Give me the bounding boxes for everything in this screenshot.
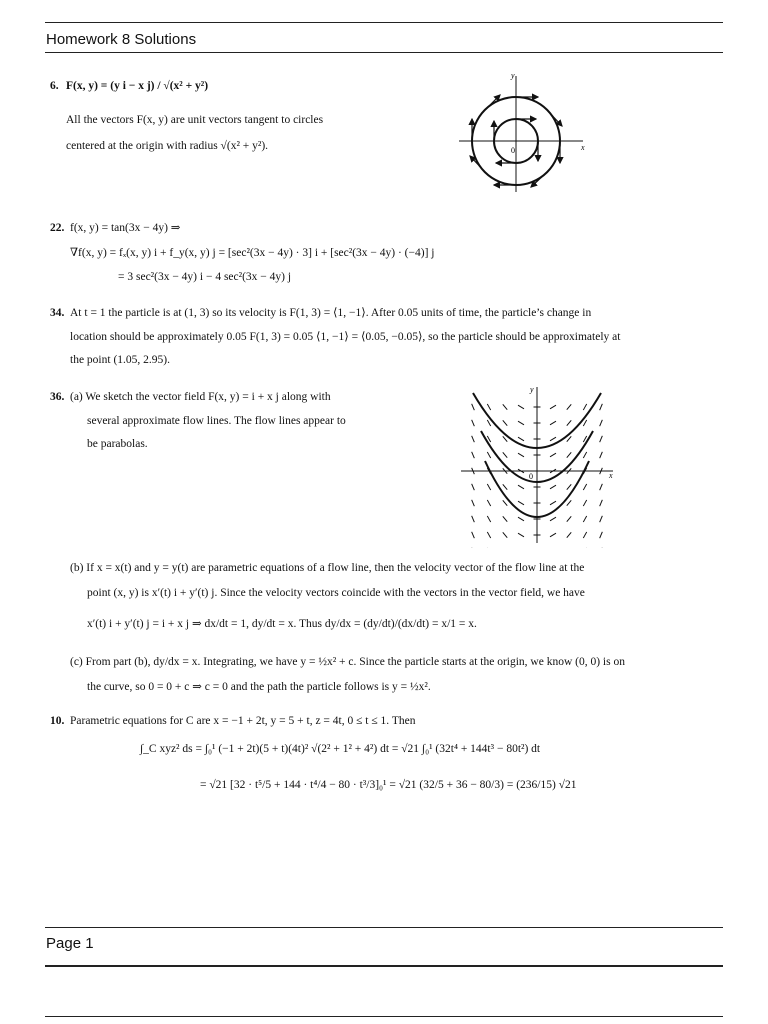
header-top-rule	[45, 22, 723, 23]
field-arrow	[600, 516, 603, 522]
field-arrow	[550, 405, 556, 409]
field-arrow	[550, 485, 556, 489]
field-arrow	[503, 484, 507, 489]
field-arrow	[583, 420, 586, 426]
field-arrow	[472, 404, 475, 410]
problem-34-number: 34.	[50, 307, 65, 319]
field-arrow	[503, 404, 507, 409]
field-arrow	[472, 532, 475, 538]
problem-36-y-label: y	[530, 385, 534, 394]
problem-6-text-1: All the vectors F(x, y) are unit vectors tangent to circles	[66, 114, 324, 126]
field-arrow	[567, 404, 571, 409]
problem-10-line-2: ∫_C xyz² ds = ∫₀¹ (−1 + 2t)(5 + t)(4t)² √(2² + 1² + 4²) dt = √21 ∫₀¹ (32t⁴ + 144t³ − 80t²) dt	[140, 743, 541, 755]
footer-top-rule	[45, 927, 723, 928]
field-arrow	[472, 484, 475, 490]
problem-6-vector-field-figure	[455, 68, 595, 193]
problem-6-number: 6.	[50, 80, 59, 92]
field-arrow	[583, 500, 586, 506]
problem-36-flow-lines-figure	[455, 383, 620, 548]
problem-36-b-line-2: point (x, y) is x′(t) i + y′(t) j. Since the velocity vectors coincide with the vectors in the vector field, we have	[87, 587, 585, 599]
field-arrow	[583, 532, 586, 538]
field-arrow	[550, 421, 556, 425]
problem-6-text-2: centered at the origin with radius √(x² + y²).	[66, 140, 269, 152]
field-arrow	[600, 452, 603, 458]
problem-36-a-line-3: be parabolas.	[87, 438, 148, 450]
field-arrow	[503, 436, 507, 441]
problem-36-c-line-1: (c) From part (b), dy/dx = x. Integrating, we have y = ½x² + c. Since the particle starts at the origin, we know (0, 0) is on	[70, 656, 625, 668]
problem-34-line-3: the point (1.05, 2.95).	[70, 354, 170, 366]
field-arrow	[550, 517, 556, 521]
problem-22-number: 22.	[50, 222, 65, 234]
problem-6-origin-label: 0	[511, 146, 515, 155]
field-arrow	[472, 420, 475, 426]
field-arrow	[518, 453, 524, 457]
field-arrow	[600, 420, 603, 426]
field-arrow	[550, 501, 556, 505]
field-arrow	[487, 516, 490, 522]
problem-34-line-2: location should be approximately 0.05 F(1, 3) = 0.05 ⟨1, −1⟩ = ⟨0.05, −0.05⟩, so the particle should be approximately at	[70, 331, 621, 343]
problem-10-line-3: = √21 [32 · t⁵/5 + 144 · t⁴/4 − 80 · t³/3]₀¹ = √21 (32/5 + 36 − 80/3) = (236/15) √21	[200, 779, 577, 791]
header-bottom-rule	[45, 52, 723, 53]
problem-10-number: 10.	[50, 715, 65, 727]
field-arrow	[518, 421, 524, 425]
problem-36-number: 36.	[50, 391, 65, 403]
field-arrow	[472, 500, 475, 506]
page-header-title: Homework 8 Solutions	[46, 31, 197, 48]
field-arrow	[472, 516, 475, 522]
problem-36-c-line-2: the curve, so 0 = 0 + c ⇒ c = 0 and the path the particle follows is y = ½x².	[87, 681, 431, 693]
field-arrow	[567, 420, 571, 425]
problem-22-line-1: f(x, y) = tan(3x − 4y) ⇒	[70, 222, 181, 234]
field-arrow	[503, 452, 507, 457]
field-arrow	[487, 500, 490, 506]
field-arrow	[583, 404, 586, 410]
field-arrow	[567, 452, 571, 457]
problem-36-a-line-2: several approximate flow lines. The flow lines appear to	[87, 415, 346, 427]
problem-6-x-label: x	[581, 143, 585, 152]
page-number: Page 1	[46, 935, 94, 952]
field-arrow	[600, 484, 603, 490]
field-arrow	[518, 517, 524, 521]
field-arrow	[600, 404, 603, 410]
field-arrow	[487, 404, 490, 410]
field-arrow	[518, 485, 524, 489]
field-arrow	[567, 532, 571, 537]
field-arrow	[600, 532, 603, 538]
footer-middle-rule	[45, 965, 723, 967]
problem-36-b-line-1: (b) If x = x(t) and y = y(t) are parametric equations of a flow line, then the velocity vector of the flow line at the	[70, 562, 585, 574]
field-arrow	[472, 452, 475, 458]
field-arrow	[518, 533, 524, 537]
field-arrow	[503, 500, 507, 505]
field-arrow	[567, 436, 571, 441]
field-arrow	[472, 436, 475, 442]
field-arrow	[487, 532, 490, 538]
field-arrow	[503, 420, 507, 425]
field-arrow	[550, 453, 556, 457]
field-arrow	[487, 484, 490, 490]
problem-6-y-label: y	[511, 71, 515, 80]
field-arrow	[567, 500, 571, 505]
field-arrow	[567, 516, 571, 521]
problem-36-x-label: x	[609, 471, 613, 480]
field-arrow	[550, 533, 556, 537]
footer-bottom-rule	[45, 1016, 723, 1017]
field-arrow	[567, 484, 571, 489]
problem-22-line-2: ∇f(x, y) = fₓ(x, y) i + f_y(x, y) j = [sec²(3x − 4y) · 3] i + [sec²(3x − 4y) · (−4)] j	[70, 247, 435, 259]
field-arrow	[583, 484, 586, 490]
field-arrow	[503, 516, 507, 521]
field-arrow	[503, 532, 507, 537]
problem-6-formula: F(x, y) = (y i − x j) / √(x² + y²)	[66, 80, 209, 92]
problem-22-line-3: = 3 sec²(3x − 4y) i − 4 sec²(3x − 4y) j	[118, 271, 292, 283]
problem-36-b-line-3: x′(t) i + y′(t) j = i + x j ⇒ dx/dt = 1, dy/dt = x. Thus dy/dx = (dy/dt)/(dx/dt) = x/1 = x.	[87, 618, 477, 630]
field-arrow	[583, 516, 586, 522]
field-arrow	[487, 420, 490, 426]
field-arrow	[600, 500, 603, 506]
problem-36-a-line-1: (a) We sketch the vector field F(x, y) = i + x j along with	[70, 391, 331, 403]
field-arrow	[518, 501, 524, 505]
field-arrow	[550, 437, 556, 441]
problem-36-origin-label: 0	[529, 472, 533, 481]
field-arrow	[487, 452, 490, 458]
field-arrow	[518, 405, 524, 409]
problem-34-line-1: At t = 1 the particle is at (1, 3) so its velocity is F(1, 3) = ⟨1, −1⟩. After 0.05 units of time, the particle’s change in	[70, 307, 592, 319]
field-arrow	[600, 436, 603, 442]
problem-10-line-1: Parametric equations for C are x = −1 + 2t, y = 5 + t, z = 4t, 0 ≤ t ≤ 1. Then	[70, 715, 416, 727]
field-arrow	[583, 452, 586, 458]
field-arrow	[518, 437, 524, 441]
